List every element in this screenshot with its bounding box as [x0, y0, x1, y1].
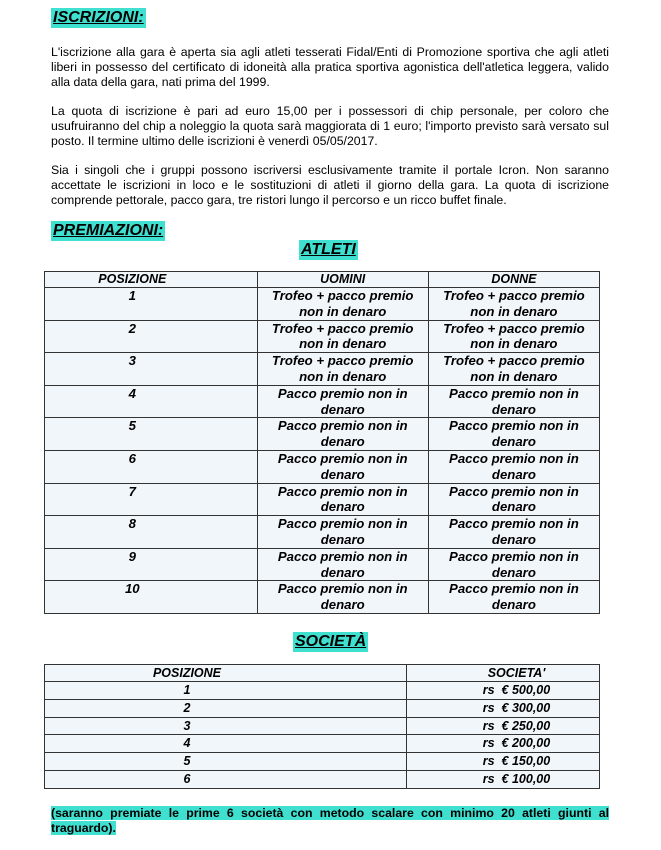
table-row	[45, 385, 600, 418]
position-cell: 3	[45, 353, 258, 386]
table-row	[45, 288, 600, 321]
uomini-cell: Pacco premio non in denaro	[257, 483, 428, 516]
table-header-row	[45, 272, 600, 288]
column-header-uomini: UOMINI	[257, 272, 428, 288]
table-row	[45, 548, 600, 581]
position-cell: 2	[45, 699, 407, 717]
societa-note	[51, 806, 609, 836]
column-header-posizione: POSIZIONE	[45, 272, 258, 288]
donne-cell: Trofeo + pacco premio non in denaro	[428, 353, 599, 386]
table-row	[45, 516, 600, 549]
uomini-cell: Pacco premio non in denaro	[257, 385, 428, 418]
societa-note-text: (saranno premiate le prime 6 società con metodo scalare con minimo 20 atleti giunti al traguardo).	[51, 806, 609, 835]
table-row	[45, 770, 600, 788]
position-cell: 7	[45, 483, 258, 516]
uomini-cell: Trofeo + pacco premio non in denaro	[257, 288, 428, 321]
position-cell: 5	[45, 753, 407, 771]
position-cell: 6	[45, 770, 407, 788]
column-header-donne: DONNE	[428, 272, 599, 288]
position-cell: 1	[45, 288, 258, 321]
table-row	[45, 717, 600, 735]
position-cell: 9	[45, 548, 258, 581]
donne-cell: Pacco premio non in denaro	[428, 581, 599, 614]
societa-prize-table	[44, 664, 600, 789]
donne-cell: Pacco premio non in denaro	[428, 450, 599, 483]
donne-cell: Trofeo + pacco premio non in denaro	[428, 320, 599, 353]
position-cell: 4	[45, 735, 407, 753]
table-row	[45, 735, 600, 753]
donne-cell: Pacco premio non in denaro	[428, 548, 599, 581]
uomini-cell: Trofeo + pacco premio non in denaro	[257, 320, 428, 353]
position-cell: 3	[45, 717, 407, 735]
prize-cell: rs € 300,00	[407, 699, 600, 717]
iscrizioni-paragraph-1: L'iscrizione alla gara è aperta sia agli atleti tesserati Fidal/Enti di Promozione sportiva che agli atleti liberi in possesso del certificato di idoneità alla pratica sportiva agonistica dell'atletica leggera, valido alla data della gara, nati prima del 1999.	[51, 45, 609, 89]
position-cell: 5	[45, 418, 258, 451]
table-row	[45, 483, 600, 516]
uomini-cell: Pacco premio non in denaro	[257, 581, 428, 614]
table-row	[45, 753, 600, 771]
donne-cell: Pacco premio non in denaro	[428, 385, 599, 418]
donne-cell: Pacco premio non in denaro	[428, 483, 599, 516]
premiazioni-heading: PREMIAZIONI:	[53, 222, 164, 239]
table-row	[45, 682, 600, 700]
position-cell: 4	[45, 385, 258, 418]
position-cell: 6	[45, 450, 258, 483]
societa-heading: SOCIETÀ	[295, 633, 367, 650]
prize-cell: rs € 200,00	[407, 735, 600, 753]
iscrizioni-paragraph-2: La quota di iscrizione è pari ad euro 15,00 per i possessori di chip personale, per coloro che usufruiranno del chip a noleggio la quota sarà maggiorata di 1 euro; l'importo previsto sarà versato sul posto. Il termine ultimo delle iscrizioni è venerdì 05/05/2017.	[51, 104, 609, 148]
uomini-cell: Pacco premio non in denaro	[257, 548, 428, 581]
table-row	[45, 581, 600, 614]
table-row	[45, 450, 600, 483]
table-row	[45, 699, 600, 717]
iscrizioni-heading: ISCRIZIONI:	[53, 9, 144, 26]
atleti-prize-table	[44, 271, 600, 614]
table-header-row	[45, 665, 600, 682]
table-row	[45, 353, 600, 386]
prize-cell: rs € 100,00	[407, 770, 600, 788]
position-cell: 2	[45, 320, 258, 353]
position-cell: 8	[45, 516, 258, 549]
donne-cell: Trofeo + pacco premio non in denaro	[428, 288, 599, 321]
prize-cell: rs € 500,00	[407, 682, 600, 700]
column-header-posizione: POSIZIONE	[45, 665, 407, 682]
atleti-heading: ATLETI	[301, 241, 356, 258]
uomini-cell: Pacco premio non in denaro	[257, 516, 428, 549]
donne-cell: Pacco premio non in denaro	[428, 418, 599, 451]
iscrizioni-paragraph-3: Sia i singoli che i gruppi possono iscriversi esclusivamente tramite il portale Icron. Non saranno accettate le iscrizioni in loco e le sostituzioni di atleti il giorno della gara. La quota di iscrizione comprende pettorale, pacco gara, tre ristori lungo il percorso e un ricco buffet finale.	[51, 163, 609, 207]
position-cell: 1	[45, 682, 407, 700]
uomini-cell: Trofeo + pacco premio non in denaro	[257, 353, 428, 386]
table-row	[45, 418, 600, 451]
position-cell: 10	[45, 581, 258, 614]
column-header-societa: SOCIETA'	[407, 665, 600, 682]
uomini-cell: Pacco premio non in denaro	[257, 418, 428, 451]
prize-cell: rs € 250,00	[407, 717, 600, 735]
prize-cell: rs € 150,00	[407, 753, 600, 771]
donne-cell: Pacco premio non in denaro	[428, 516, 599, 549]
table-row	[45, 320, 600, 353]
uomini-cell: Pacco premio non in denaro	[257, 450, 428, 483]
